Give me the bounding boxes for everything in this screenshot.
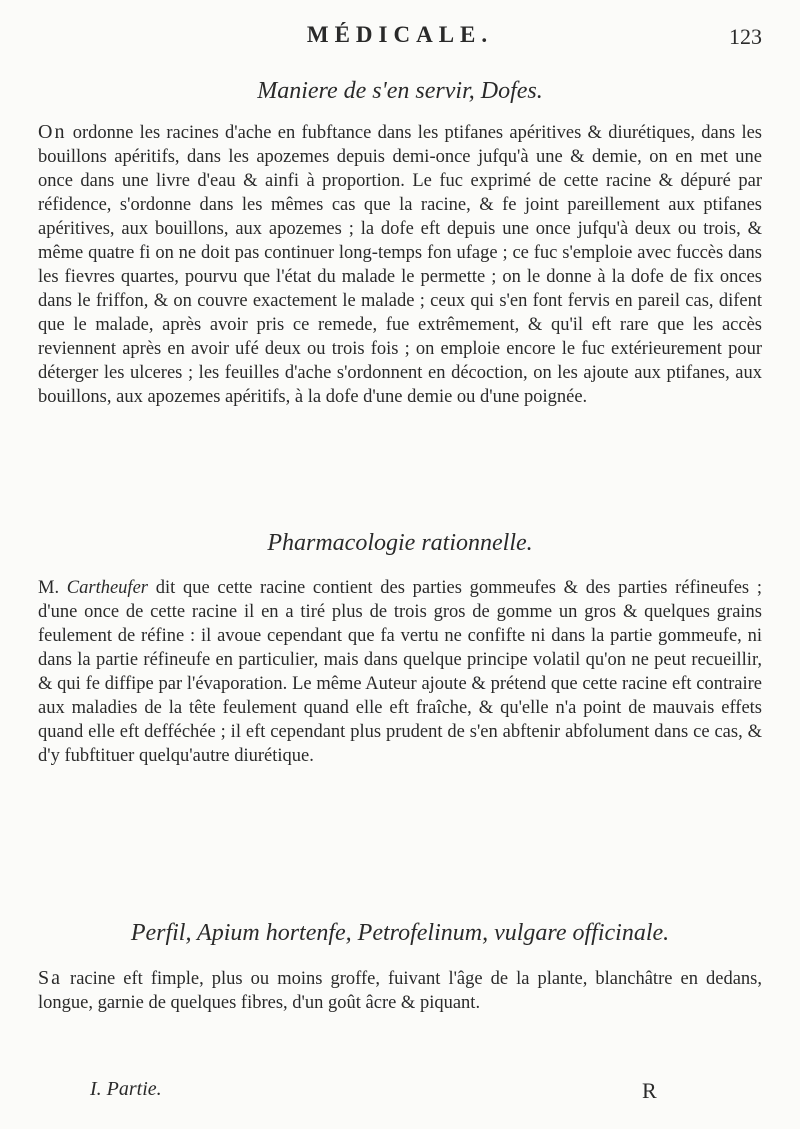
running-head: MÉDICALE. [306,22,494,47]
section-title-pharmacology: Pharmacologie rationnelle. [267,530,533,556]
paragraph-lead-word: On [38,121,67,143]
paragraph-prefix: M. [38,578,67,598]
author-name: Cartheufer [66,578,148,598]
paragraph-doses [38,120,762,409]
paragraph-pharmacology [38,576,762,768]
section-title-parsley: Perfil, Apium hortenfe, Petrofelinum, vulgare officinale. [130,920,670,946]
signature-part: I. Partie. [90,1078,162,1100]
paragraph-text: ordonne les racines d'ache en fubftance dans les ptifanes apéritives & diurétiques, dans les bouillons apéritifs, dans les apozemes depuis demi-once jufqu'à une & demie, on en met une once dans une livre d'eau & ainfi à proportion. Le fuc exprimé de cette racine & dépuré par réfidence, s'ordonne dans les mêmes cas que la racine, & fe joint pareillement aux ptifanes apéritives, aux bouillons, aux apozemes ; la dofe eft depuis une once jufqu'à deux ou trois, & même quatre fi on ne doit pas continuer long-temps fon ufage ; ce fuc s'emploie avec fuccès dans les fievres quartes, pourvu que l'état du malade le permette ; on le donne à la dofe de fix onces dans le friffon, & on couvre exactement le malade ; ceux qui s'en font fervis en pareil cas, difent que le malade, après avoir pris ce remede, fue extrêmement, & qu'il eft rare que les accès reviennent après en avoir ufé deux ou trois fois ; on emploie encore le fuc extérieurement pour déterger les ulceres ; les feuilles d'ache s'ordonnent en décoction, on les ajoute aux ptifanes, aux bouillons, aux apozemes apéritifs, à la dofe d'une demie ou d'une poignée. [38,123,762,407]
page-header [0,22,800,62]
page-number: 123 [729,24,762,49]
paragraph-lead-word: Sa [38,967,62,989]
page-footer [0,1078,800,1118]
signature-mark: R [642,1078,657,1103]
section-title-doses: Maniere de s'en servir, Dofes. [257,78,543,104]
paragraph-text: dit que cette racine contient des parties gommeufes & des parties réfineufes ; d'une once de cette racine il en a tiré plus de trois gros de gomme un gros & quelques grains feulement de réfine : il avoue cependant que fa vertu ne confifte ni dans la partie gommeufe, ni dans la partie réfineufe en particulier, mais dans quelque principe volatil qu'on ne peut recueillir, & qui fe diffipe par l'évaporation. Le même Auteur ajoute & prétend que cette racine eft contraire aux maladies de la tête feulement quand elle eft fraîche, & qu'elle n'a point de mauvais effets quand elle eft defféchée ; il eft cependant plus prudent de s'en abftenir abfolument dans ce cas, & d'y fubftituer quelqu'autre diurétique. [38,578,762,766]
paragraph-parsley [38,966,762,1015]
paragraph-text: racine eft fimple, plus ou moins groffe, fuivant l'âge de la plante, blanchâtre en dedans, longue, garnie de quelques fibres, d'un goût âcre & piquant. [38,969,762,1013]
